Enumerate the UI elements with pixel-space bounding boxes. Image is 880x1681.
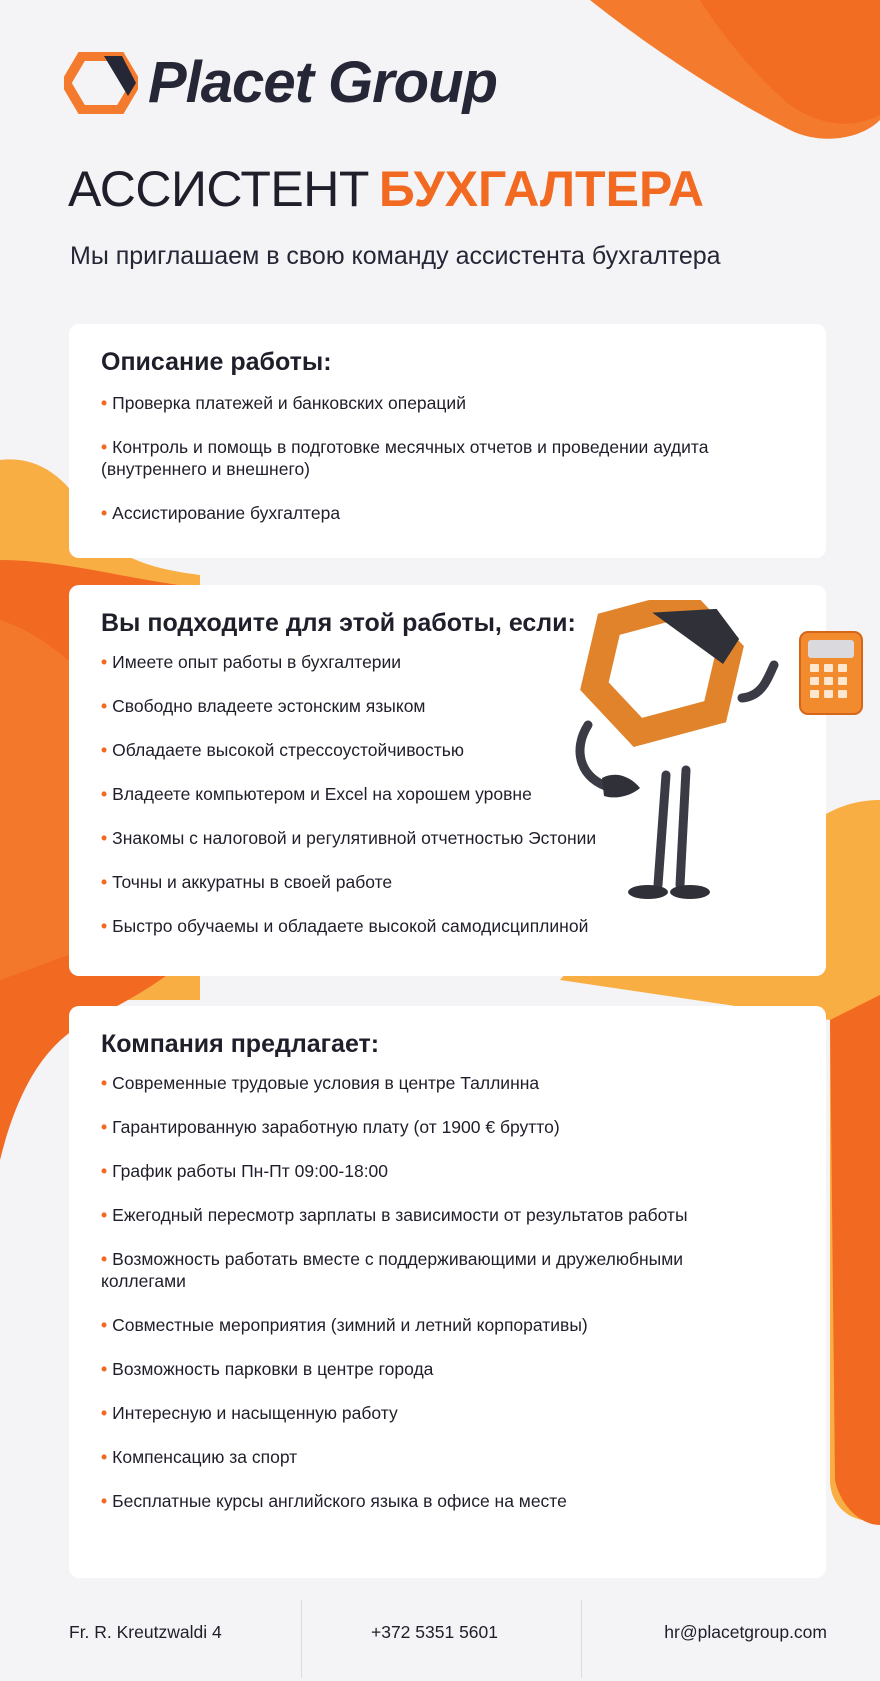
list-item: • Владеете компьютером и Excel на хорошем уровне bbox=[101, 784, 532, 804]
brand-name: Placet Group bbox=[148, 50, 497, 115]
job-description-card bbox=[69, 324, 826, 558]
bullet-dot-icon: • bbox=[101, 828, 108, 848]
brand-logo[interactable] bbox=[64, 52, 497, 114]
hexagon-mascot-calculator-icon bbox=[562, 600, 872, 910]
title-part-1: АССИСТЕНТ bbox=[68, 161, 369, 217]
hexagon-logo-icon bbox=[64, 52, 138, 114]
bullet-dot-icon: • bbox=[101, 652, 108, 672]
bullet-dot-icon: • bbox=[101, 1403, 108, 1423]
bullet-dot-icon: • bbox=[101, 1073, 108, 1093]
list-item: • Свободно владеете эстонским языком bbox=[101, 696, 426, 716]
list-item: • Возможность работать вместе с поддерживающими и дружелюбными коллегами bbox=[101, 1249, 684, 1291]
title-part-2: БУХГАЛТЕРА bbox=[378, 161, 705, 217]
requirements-title: Вы подходите для этой работы, если: bbox=[101, 609, 576, 637]
bullet-dot-icon: • bbox=[101, 740, 108, 760]
offer-card bbox=[69, 1006, 826, 1578]
list-item: • Интересную и насыщенную работу bbox=[101, 1403, 398, 1423]
list-item: • Компенсацию за спорт bbox=[101, 1447, 298, 1467]
list-item: • Современные трудовые условия в центре Таллинна bbox=[101, 1073, 540, 1093]
bullet-dot-icon: • bbox=[101, 393, 108, 413]
page-subtitle: Мы приглашаем в свою команду ассистента бухгалтера bbox=[70, 242, 721, 270]
footer-phone-link[interactable]: +372 5351 5601 bbox=[371, 1622, 499, 1642]
list-item: • Гарантированную заработную плату (от 1900 € брутто) bbox=[101, 1117, 560, 1137]
list-item: • Проверка платежей и банковских операций bbox=[101, 393, 466, 413]
job-description-title: Описание работы: bbox=[101, 348, 332, 376]
footer-address: Fr. R. Kreutzwaldi 4 bbox=[69, 1622, 222, 1642]
footer-divider bbox=[581, 1600, 582, 1678]
list-item: • Точны и аккуратны в своей работе bbox=[101, 872, 393, 892]
bullet-dot-icon: • bbox=[101, 784, 108, 804]
bullet-dot-icon: • bbox=[101, 1491, 108, 1511]
bullet-dot-icon: • bbox=[101, 503, 108, 523]
bullet-dot-icon: • bbox=[101, 872, 108, 892]
list-item: • Ассистирование бухгалтера bbox=[101, 503, 341, 523]
list-item: • Обладаете высокой стрессоустойчивостью bbox=[101, 740, 465, 760]
list-item: • Контроль и помощь в подготовке месячных отчетов и проведении аудита (внутреннего и внешнего) bbox=[101, 437, 709, 479]
offer-title: Компания предлагает: bbox=[101, 1030, 380, 1058]
contact-footer bbox=[0, 1600, 880, 1678]
bullet-dot-icon: • bbox=[101, 1161, 108, 1181]
bullet-dot-icon: • bbox=[101, 1117, 108, 1137]
footer-email-link[interactable]: hr@placetgroup.com bbox=[664, 1622, 827, 1642]
bullet-dot-icon: • bbox=[101, 696, 108, 716]
list-item: • Знакомы с налоговой и регулятивной отчетностью Эстонии bbox=[101, 828, 597, 848]
list-item: • Имеете опыт работы в бухгалтерии bbox=[101, 652, 402, 672]
list-item: • Совместные мероприятия (зимний и летний корпоративы) bbox=[101, 1315, 588, 1335]
bullet-dot-icon: • bbox=[101, 1249, 108, 1269]
list-item: • Возможность парковки в центре города bbox=[101, 1359, 434, 1379]
list-item: • График работы Пн-Пт 09:00-18:00 bbox=[101, 1161, 389, 1181]
job-description-list bbox=[101, 392, 794, 524]
bullet-dot-icon: • bbox=[101, 1447, 108, 1467]
list-item: • Быстро обучаемы и обладаете высокой самодисциплиной bbox=[101, 916, 589, 936]
footer-divider bbox=[301, 1600, 302, 1678]
bullet-dot-icon: • bbox=[101, 1359, 108, 1379]
offer-list bbox=[101, 1072, 794, 1512]
page-title bbox=[68, 160, 704, 218]
bullet-dot-icon: • bbox=[101, 1315, 108, 1335]
list-item: • Ежегодный пересмотр зарплаты в зависимости от результатов работы bbox=[101, 1205, 688, 1225]
bullet-dot-icon: • bbox=[101, 1205, 108, 1225]
bullet-dot-icon: • bbox=[101, 437, 108, 457]
bullet-dot-icon: • bbox=[101, 916, 108, 936]
list-item: • Бесплатные курсы английского языка в офисе на месте bbox=[101, 1491, 567, 1511]
